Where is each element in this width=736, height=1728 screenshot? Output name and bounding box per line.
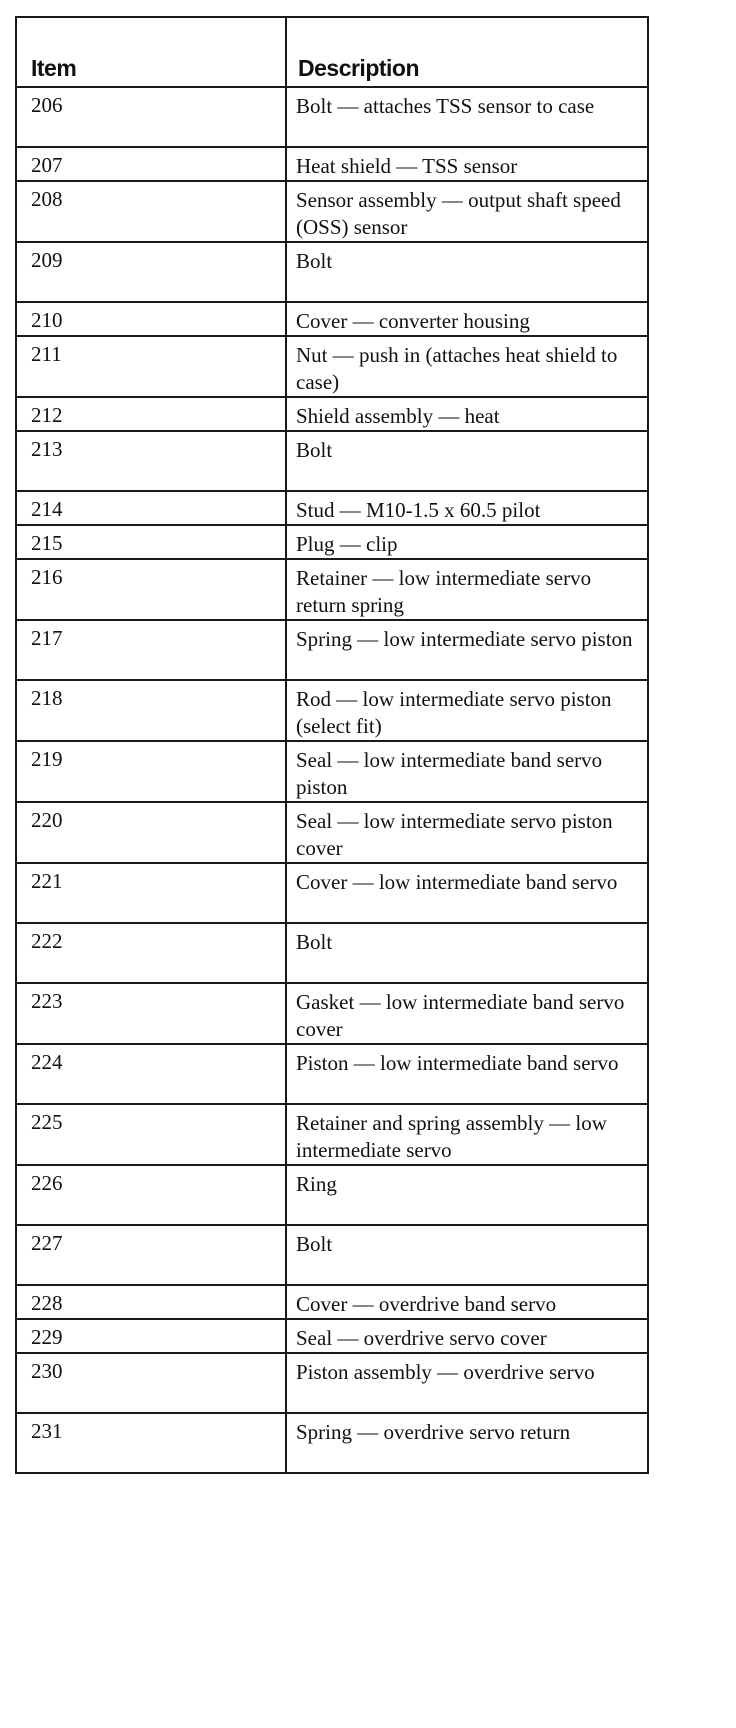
- item-description: Seal — low intermediate band servo piston: [286, 741, 648, 802]
- item-number: 222: [16, 923, 286, 983]
- item-description: Bolt — attaches TSS sensor to case: [286, 87, 648, 147]
- table-row: [16, 680, 648, 741]
- table-row: [16, 147, 648, 181]
- table-row: [16, 525, 648, 559]
- item-number: 212: [16, 397, 286, 431]
- table-row: [16, 1353, 648, 1413]
- item-number: 225: [16, 1104, 286, 1165]
- item-description: Shield assembly — heat: [286, 397, 648, 431]
- table-row: [16, 87, 648, 147]
- table-row: [16, 983, 648, 1044]
- table-row: [16, 336, 648, 397]
- item-description: Spring — low intermediate servo piston: [286, 620, 648, 680]
- item-number: 206: [16, 87, 286, 147]
- parts-table: [15, 16, 649, 1474]
- table-row: [16, 242, 648, 302]
- item-number: 223: [16, 983, 286, 1044]
- table-row: [16, 923, 648, 983]
- table-row: [16, 491, 648, 525]
- table-row: [16, 431, 648, 491]
- item-number: 209: [16, 242, 286, 302]
- item-number: 227: [16, 1225, 286, 1285]
- table-row: [16, 863, 648, 923]
- item-description: Bolt: [286, 242, 648, 302]
- item-number: 226: [16, 1165, 286, 1225]
- column-header-item: Item: [16, 17, 286, 87]
- item-description: Ring: [286, 1165, 648, 1225]
- table-header-row: [16, 17, 648, 87]
- item-number: 220: [16, 802, 286, 863]
- item-number: 231: [16, 1413, 286, 1473]
- item-number: 213: [16, 431, 286, 491]
- item-description: Nut — push in (attaches heat shield to case): [286, 336, 648, 397]
- item-number: 224: [16, 1044, 286, 1104]
- item-description: Retainer — low intermediate servo return spring: [286, 559, 648, 620]
- table-row: [16, 741, 648, 802]
- item-description: Piston assembly — overdrive servo: [286, 1353, 648, 1413]
- table-row: [16, 1225, 648, 1285]
- item-number: 216: [16, 559, 286, 620]
- item-number: 214: [16, 491, 286, 525]
- item-description: Spring — overdrive servo return: [286, 1413, 648, 1473]
- item-description: Piston — low intermediate band servo: [286, 1044, 648, 1104]
- table-row: [16, 802, 648, 863]
- column-header-description: Description: [286, 17, 648, 87]
- item-description: Rod — low intermediate servo piston (select fit): [286, 680, 648, 741]
- item-number: 228: [16, 1285, 286, 1319]
- table-row: [16, 397, 648, 431]
- item-number: 229: [16, 1319, 286, 1353]
- table-row: [16, 1165, 648, 1225]
- item-number: 230: [16, 1353, 286, 1413]
- item-description: Cover — overdrive band servo: [286, 1285, 648, 1319]
- table-row: [16, 620, 648, 680]
- table-row: [16, 302, 648, 336]
- table-row: [16, 1319, 648, 1353]
- item-number: 217: [16, 620, 286, 680]
- item-number: 211: [16, 336, 286, 397]
- table-row: [16, 559, 648, 620]
- item-number: 219: [16, 741, 286, 802]
- item-description: Cover — low intermediate band servo: [286, 863, 648, 923]
- item-description: Heat shield — TSS sensor: [286, 147, 648, 181]
- item-description: Sensor assembly — output shaft speed (OSS) sensor: [286, 181, 648, 242]
- item-description: Seal — overdrive servo cover: [286, 1319, 648, 1353]
- item-description: Gasket — low intermediate band servo cover: [286, 983, 648, 1044]
- item-number: 218: [16, 680, 286, 741]
- table-row: [16, 181, 648, 242]
- table-row: [16, 1413, 648, 1473]
- item-number: 210: [16, 302, 286, 336]
- item-number: 208: [16, 181, 286, 242]
- item-description: Plug — clip: [286, 525, 648, 559]
- item-description: Seal — low intermediate servo piston cover: [286, 802, 648, 863]
- table-row: [16, 1044, 648, 1104]
- item-description: Stud — M10-1.5 x 60.5 pilot: [286, 491, 648, 525]
- item-number: 215: [16, 525, 286, 559]
- item-description: Retainer and spring assembly — low intermediate servo: [286, 1104, 648, 1165]
- table-row: [16, 1285, 648, 1319]
- item-description: Cover — converter housing: [286, 302, 648, 336]
- item-description: Bolt: [286, 923, 648, 983]
- item-description: Bolt: [286, 1225, 648, 1285]
- item-number: 221: [16, 863, 286, 923]
- item-description: Bolt: [286, 431, 648, 491]
- table-row: [16, 1104, 648, 1165]
- item-number: 207: [16, 147, 286, 181]
